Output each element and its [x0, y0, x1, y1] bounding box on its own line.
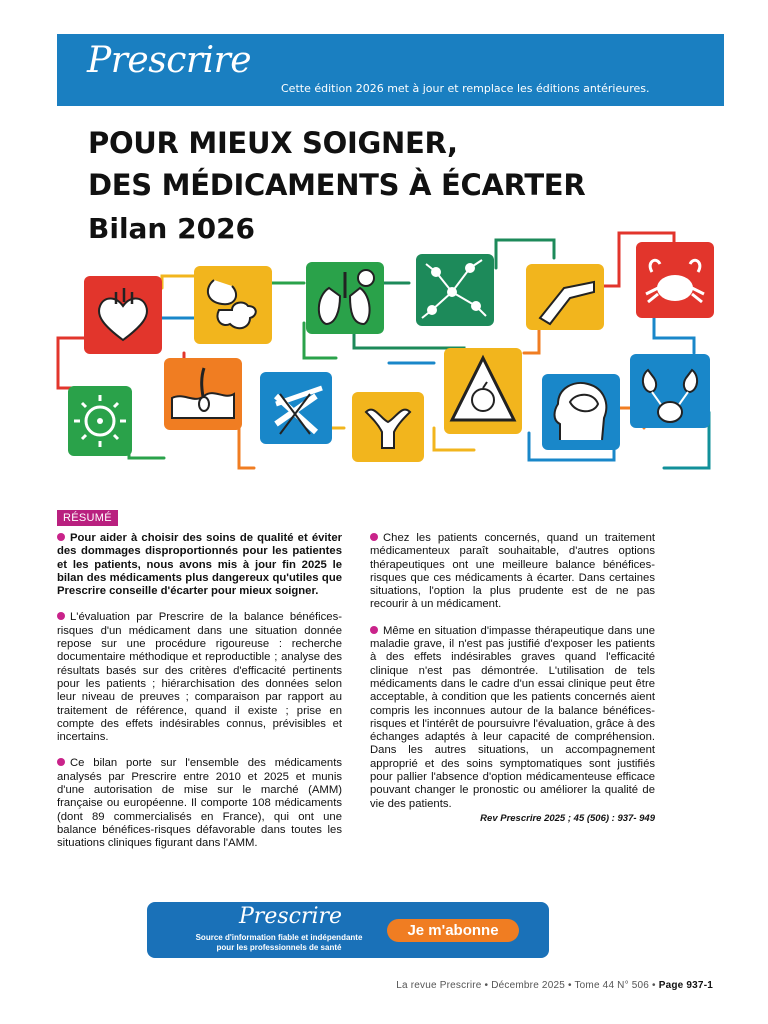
summary-paragraph-5: Même en situation d'impasse thérapeutique dans une maladie grave, il n'est pas justifié d'exposer les patients à des effets indésirables graves quand l'efficacité clinique n'est pas démontrée. L'utilisation de tels médicaments dans le cadre d'un essai clinique peut être acceptable, à condition que les patients concernés aient compris les inconnues autour de la balance bénéfices-risques et l'intérêt de poursuivre l'évaluation, grâce à des échanges adaptés à leur capacité de compréhension. Dans les autres situations, un accompagnement approprié et des soins symptomatiques sont justifiés pour pallier l'absence d'option médicamenteuse efficace pouvant changer le pronostic ou améliorer la qualité de vie des patients.: [370, 624, 655, 810]
bullet-icon: [57, 758, 65, 766]
crab-icon: [636, 242, 714, 318]
page-footer: [396, 980, 713, 991]
lungs-icon: [306, 262, 384, 334]
footer-page-number: Page 937-1: [658, 980, 713, 991]
apple-pyramid-icon: [444, 348, 522, 434]
prescrire-logo[interactable]: Prescrire: [87, 40, 252, 81]
page-title: [88, 122, 585, 206]
bullet-icon: [370, 533, 378, 541]
therapeutic-areas-illustration: [54, 228, 730, 478]
uterus-icon: [352, 392, 424, 462]
summary-badge: RÉSUMÉ: [57, 510, 118, 526]
kidney-bladder-icon: [630, 354, 710, 428]
edition-note: Cette édition 2026 met à jour et remplace les éditions antérieures.: [281, 82, 650, 95]
no-smoking-icon: [260, 372, 332, 444]
head-brain-icon: [542, 374, 620, 450]
footer-journal-info: La revue Prescrire • Décembre 2025 • Tome 44 N° 506 •: [396, 980, 659, 991]
summary-column-right: [370, 532, 655, 825]
skin-hair-icon: [164, 358, 242, 430]
heart-icon: [84, 276, 162, 354]
bullet-icon: [57, 612, 65, 620]
summary-paragraph-4: Chez les patients concernés, quand un traitement médicamenteux paraît souhaitable, d'autres options thérapeutiques ont une meilleure balance bénéfices-risques que ces médicaments à écarter. Dans certaines situations, l'option la plus prudente est de ne pas recourir à un médicament.: [370, 532, 655, 611]
title-line-1: POUR MIEUX SOIGNER,: [88, 126, 458, 160]
header-banner: [57, 34, 724, 106]
stomach-intestine-icon: [194, 266, 272, 344]
summary-paragraph-2: L'évaluation par Prescrire de la balance bénéfices-risques d'un médicament dans une situation donnée repose sur une procédure rigoureuse : recherche documentaire méthodique et reproductible ; analyse des résultats basés sur des critères d'efficacité pertinents pour les patients ; hiérarchisation des données selon leur niveau de preuves ; comparaison par rapport au traitement de référence, quand il existe ; prise en compte des effets indésirables connus, prévisibles et incertains.: [57, 611, 342, 744]
citation-reference: Rev Prescrire 2025 ; 45 (506) : 937- 949: [480, 812, 655, 824]
bullet-icon: [370, 626, 378, 634]
page-subtitle: Bilan 2026: [88, 212, 256, 245]
bullet-icon: [57, 533, 65, 541]
joint-icon: [526, 264, 604, 330]
virus-icon: [68, 386, 132, 456]
subscribe-banner[interactable]: [147, 902, 549, 958]
neurons-icon: [416, 254, 494, 326]
summary-paragraph-1: Pour aider à choisir des soins de qualité et éviter des dommages disproportionnés pour les patientes et les patients, nous avons mis à jour fin 2025 le bilan des médicaments plus dangereux qu'utiles que Prescrire conseille d'écarter pour mieux soigner.: [57, 532, 342, 598]
title-line-2: DES MÉDICAMENTS À ÉCARTER: [88, 168, 586, 202]
subscribe-tagline: Source d'information fiable et indépendante pour les professionnels de santé: [195, 933, 363, 952]
subscribe-button[interactable]: Je m'abonne: [387, 919, 519, 942]
summary-paragraph-3: Ce bilan porte sur l'ensemble des médicaments analysés par Prescrire entre 2010 et 2025 et munis d'une autorisation de mise sur le marché (AMM) française ou européenne. Il comporte 108 médicaments (dont 89 commercialisés en France), qui ont une balance bénéfices-risques défavorable dans toutes les situations cliniques figurant dans l'AMM.: [57, 757, 342, 850]
summary-column-left: [57, 532, 342, 864]
subscribe-logo: Prescrire: [239, 904, 343, 929]
